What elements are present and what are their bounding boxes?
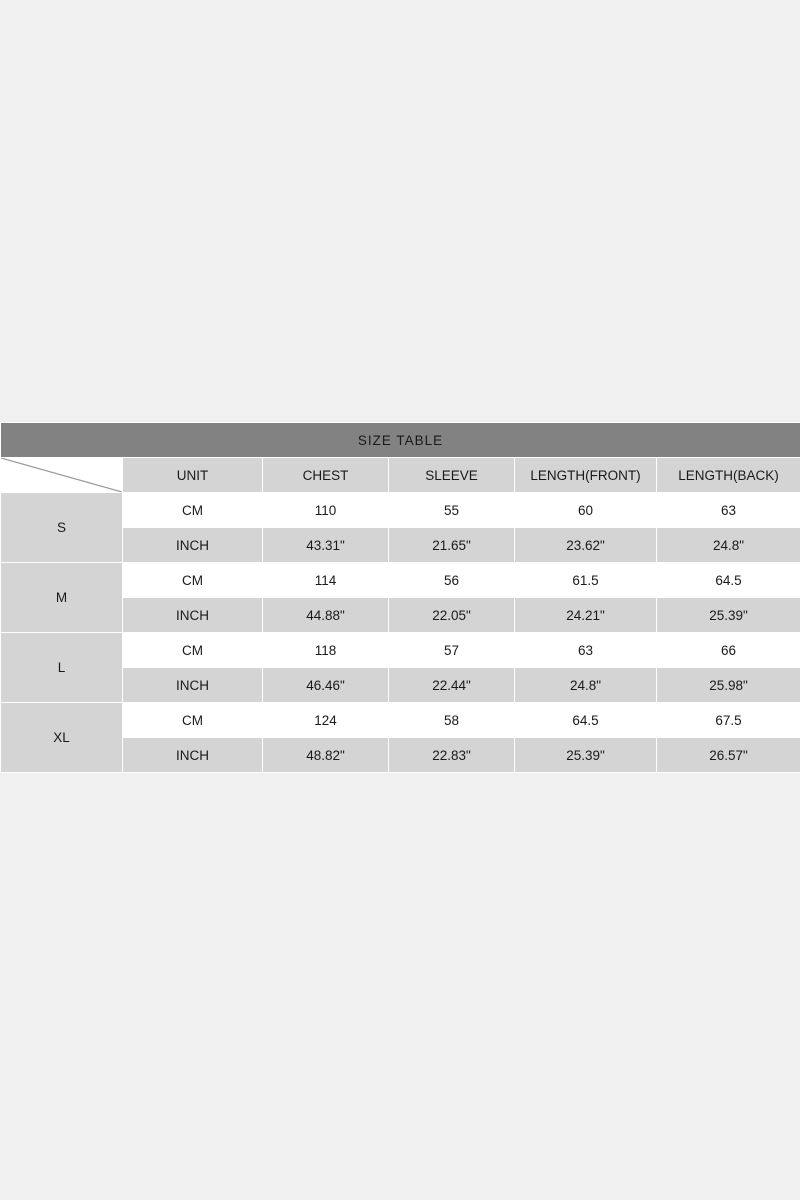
cell-length-back-cm: 67.5 xyxy=(657,703,800,738)
cell-chest-inch: 43.31" xyxy=(263,528,389,563)
size-label-m: M xyxy=(1,563,123,633)
cell-length-front-cm: 64.5 xyxy=(515,703,657,738)
cell-chest-cm: 124 xyxy=(263,703,389,738)
unit-label-inch: INCH xyxy=(123,738,263,773)
table-title-row xyxy=(1,423,800,458)
cell-length-front-inch: 25.39" xyxy=(515,738,657,773)
unit-label-cm: CM xyxy=(123,633,263,668)
cell-length-back-cm: 66 xyxy=(657,633,800,668)
diagonal-split-icon xyxy=(1,458,123,493)
cell-length-front-cm: 60 xyxy=(515,493,657,528)
page-title: SIZE TABLE xyxy=(1,423,800,458)
cell-sleeve-inch: 22.44" xyxy=(389,668,515,703)
cell-sleeve-cm: 58 xyxy=(389,703,515,738)
cell-sleeve-inch: 21.65" xyxy=(389,528,515,563)
cell-length-back-inch: 25.39" xyxy=(657,598,800,633)
table-row xyxy=(1,563,800,598)
table-row xyxy=(1,493,800,528)
cell-length-back-inch: 24.8" xyxy=(657,528,800,563)
column-header-length-front: LENGTH(FRONT) xyxy=(515,458,657,493)
cell-sleeve-cm: 56 xyxy=(389,563,515,598)
unit-label-cm: CM xyxy=(123,703,263,738)
cell-chest-cm: 118 xyxy=(263,633,389,668)
cell-sleeve-inch: 22.83" xyxy=(389,738,515,773)
cell-length-back-inch: 26.57" xyxy=(657,738,800,773)
unit-label-cm: CM xyxy=(123,493,263,528)
size-label-s: S xyxy=(1,493,123,563)
unit-label-inch: INCH xyxy=(123,598,263,633)
column-header-length-back: LENGTH(BACK) xyxy=(657,458,800,493)
size-table-container xyxy=(0,422,800,773)
column-header-chest: CHEST xyxy=(263,458,389,493)
size-label-xl: XL xyxy=(1,703,123,773)
cell-length-front-inch: 23.62" xyxy=(515,528,657,563)
cell-length-front-cm: 61.5 xyxy=(515,563,657,598)
table-row xyxy=(1,633,800,668)
cell-sleeve-cm: 57 xyxy=(389,633,515,668)
cell-sleeve-cm: 55 xyxy=(389,493,515,528)
cell-length-front-cm: 63 xyxy=(515,633,657,668)
cell-length-back-cm: 63 xyxy=(657,493,800,528)
cell-length-front-inch: 24.21" xyxy=(515,598,657,633)
table-header-row xyxy=(1,458,800,493)
cell-chest-cm: 110 xyxy=(263,493,389,528)
size-table xyxy=(0,422,800,773)
unit-label-inch: INCH xyxy=(123,528,263,563)
column-header-sleeve: SLEEVE xyxy=(389,458,515,493)
cell-length-back-cm: 64.5 xyxy=(657,563,800,598)
cell-length-front-inch: 24.8" xyxy=(515,668,657,703)
cell-chest-inch: 46.46" xyxy=(263,668,389,703)
unit-label-cm: CM xyxy=(123,563,263,598)
cell-chest-inch: 44.88" xyxy=(263,598,389,633)
cell-chest-cm: 114 xyxy=(263,563,389,598)
cell-chest-inch: 48.82" xyxy=(263,738,389,773)
table-row xyxy=(1,703,800,738)
cell-sleeve-inch: 22.05" xyxy=(389,598,515,633)
column-header-unit: UNIT xyxy=(123,458,263,493)
size-label-l: L xyxy=(1,633,123,703)
cell-length-back-inch: 25.98" xyxy=(657,668,800,703)
unit-label-inch: INCH xyxy=(123,668,263,703)
